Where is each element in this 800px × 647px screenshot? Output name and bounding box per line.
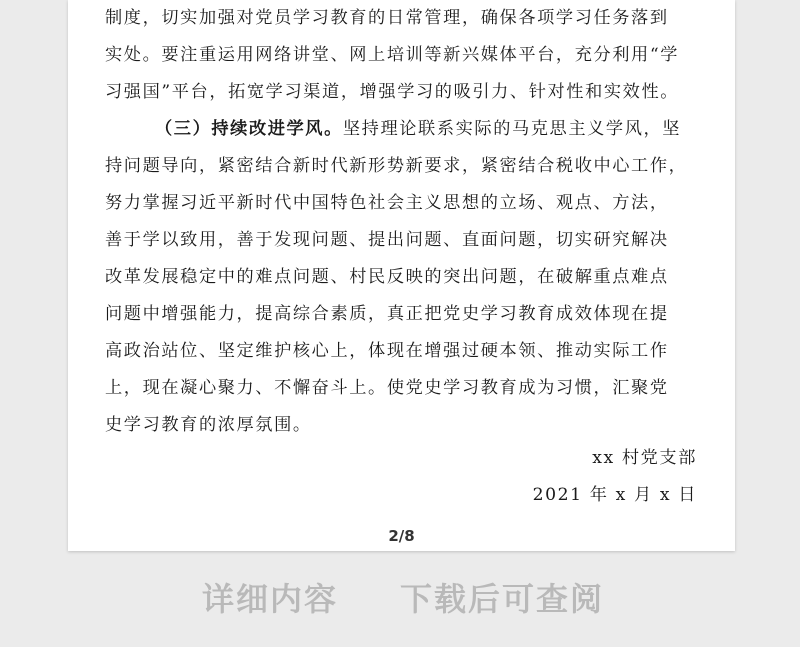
details-label: 详细内容: [202, 580, 339, 618]
paragraph-line: 问题中增强能力，提高综合素质，真正把党史学习教育成效体现在提: [105, 304, 669, 324]
section-heading: （三）持续改进学风。: [155, 119, 343, 139]
section-heading-line: [105, 111, 701, 148]
paragraph-line: 高政治站位、坚定维护核心上，体现在增强过硬本领、推动实际工作: [105, 341, 669, 361]
paragraph-line: 上，现在凝心聚力、不懈奋斗上。使党史学习教育成为习惯，汇聚党: [105, 378, 669, 398]
section-first-line-text: 坚持理论联系实际的马克思主义学风，坚: [342, 119, 682, 139]
paragraph-line: 史学习教育的浓厚氛围。: [105, 415, 312, 435]
document-body: [105, 0, 701, 444]
paragraph-line: 持问题导向，紧密结合新时代新形势新要求，紧密结合税收中心工作，: [105, 156, 688, 176]
document-page: [68, 0, 735, 551]
watermark-footer: [0, 574, 800, 618]
paragraph-line: 改革发展稳定中的难点问题、村民反映的突出问题，在破解重点难点: [105, 267, 669, 287]
paragraph-line: 习强国”平台，拓宽学习渠道，增强学习的吸引力、针对性和实效性。: [105, 82, 680, 102]
signature-date: 2021 年 x 月 x 日: [532, 485, 697, 505]
paragraph-line: 制度，切实加强对党员学习教育的日常管理，确保各项学习任务落到: [105, 8, 669, 28]
page-number: 2/8: [388, 527, 415, 545]
paragraph-line: 努力掌握习近平新时代中国特色社会主义思想的立场、观点、方法，: [105, 193, 669, 213]
signature-organization: xx 村党支部: [592, 448, 697, 468]
download-hint-label: 下载后可查阅: [400, 580, 605, 618]
paragraph-line: 实处。要注重运用网络讲堂、网上培训等新兴媒体平台，充分利用“学: [105, 45, 680, 65]
paragraph-line: 善于学以致用，善于发现问题、提出问题、直面问题，切实研究解决: [105, 230, 669, 250]
